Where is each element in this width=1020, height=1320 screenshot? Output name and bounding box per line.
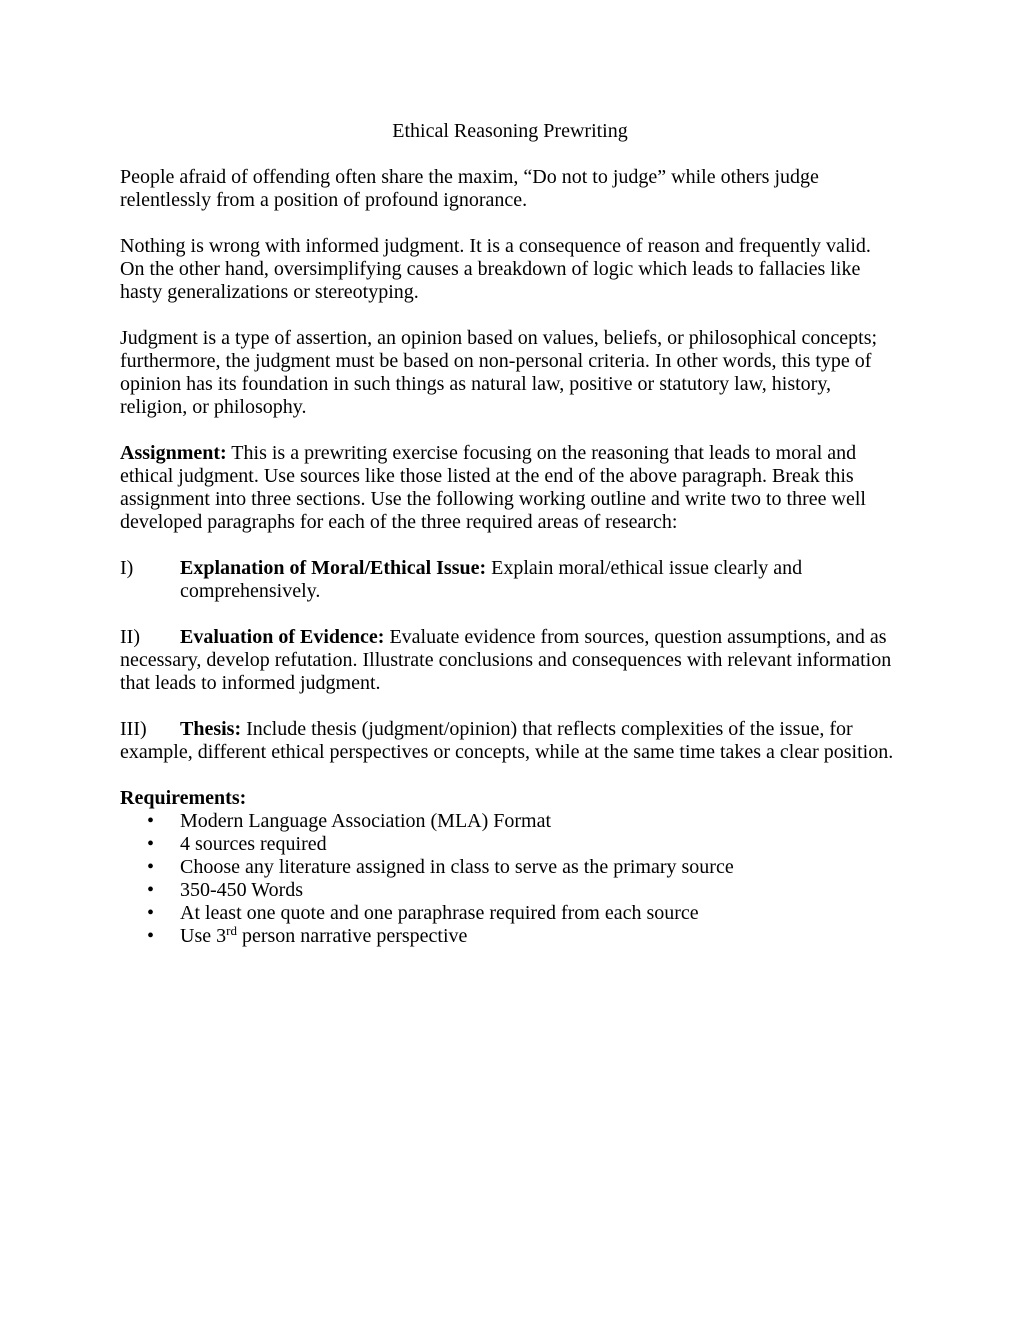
ordinal-superscript: rd xyxy=(226,923,237,938)
assignment-text: This is a prewriting exercise focusing on the reasoning that leads to moral and ethical judgment. Use sources like those listed at the end of the above paragraph. Break this assignment into three sections. Use the following working outline and write two to three well developed paragraphs for each of the three required areas of research: xyxy=(120,442,866,533)
requirement-item-literature xyxy=(120,856,900,879)
bullet-icon: • xyxy=(147,810,155,832)
assignment-paragraph xyxy=(120,442,900,534)
outline-item-3-numeral: III) xyxy=(120,718,147,740)
outline-item-1-label: Explanation of Moral/Ethical Issue: xyxy=(180,557,487,579)
requirement-text-post: person narrative perspective xyxy=(236,925,468,947)
outline-item-3-text: Include thesis (judgment/opinion) that reflects complexities of the issue, for example, different ethical perspectives or concepts, while at the same time takes a clear position. xyxy=(120,718,894,763)
requirements-list xyxy=(120,810,900,948)
requirement-item-perspective xyxy=(120,925,900,948)
requirement-text: Modern Language Association (MLA) Format xyxy=(180,810,552,832)
intro-paragraph-3: Judgment is a type of assertion, an opinion based on values, beliefs, or philosophical concepts; furthermore, the judgment must be based on non-personal criteria. In other words, this type of opinion has its foundation in such things as natural law, positive or statutory law, history, religion, or philosophy. xyxy=(120,327,878,418)
requirement-text-pre: Use 3 xyxy=(180,925,227,947)
requirement-item-sources xyxy=(120,833,900,856)
outline-item-1 xyxy=(120,557,900,603)
outline-item-2-label: Evaluation of Evidence: xyxy=(180,626,385,648)
bullet-icon: • xyxy=(147,925,155,947)
outline-item-2-numeral: II) xyxy=(120,626,140,648)
document-title: Ethical Reasoning Prewriting xyxy=(392,120,628,142)
outline-item-2 xyxy=(120,626,900,695)
requirement-item-quotes xyxy=(120,902,900,925)
requirement-text: Choose any literature assigned in class to serve as the primary source xyxy=(180,856,734,878)
bullet-icon: • xyxy=(147,856,155,878)
outline-item-1-numeral: I) xyxy=(120,557,134,579)
bullet-icon: • xyxy=(147,902,155,924)
assignment-label: Assignment: xyxy=(120,442,227,464)
intro-paragraph-2: Nothing is wrong with informed judgment. It is a consequence of reason and frequently valid. On the other hand, oversimplifying causes a breakdown of logic which leads to fallacies like hasty generalizations or stereotyping. xyxy=(120,235,871,303)
outline-item-3 xyxy=(120,718,900,764)
requirements-heading: Requirements: xyxy=(120,787,247,809)
bullet-icon: • xyxy=(147,879,155,901)
requirement-item-word-count xyxy=(120,879,900,902)
requirement-text: 350-450 Words xyxy=(180,879,304,901)
outline-item-2-text: Evaluate evidence from sources, question assumptions, and as necessary, develop refutation. Illustrate conclusions and consequences with relevant information that leads to informed judgment. xyxy=(120,626,892,694)
requirement-item-mla xyxy=(120,810,900,833)
outline-item-3-label: Thesis: xyxy=(180,718,242,740)
outline-item-1-text: Explain moral/ethical issue clearly and comprehensively. xyxy=(180,557,803,602)
requirement-text: 4 sources required xyxy=(180,833,327,855)
intro-paragraph-1: People afraid of offending often share the maxim, “Do not to judge” while others judge relentlessly from a position of profound ignorance. xyxy=(120,166,819,211)
requirement-text: At least one quote and one paraphrase required from each source xyxy=(180,902,699,924)
bullet-icon: • xyxy=(147,833,155,855)
